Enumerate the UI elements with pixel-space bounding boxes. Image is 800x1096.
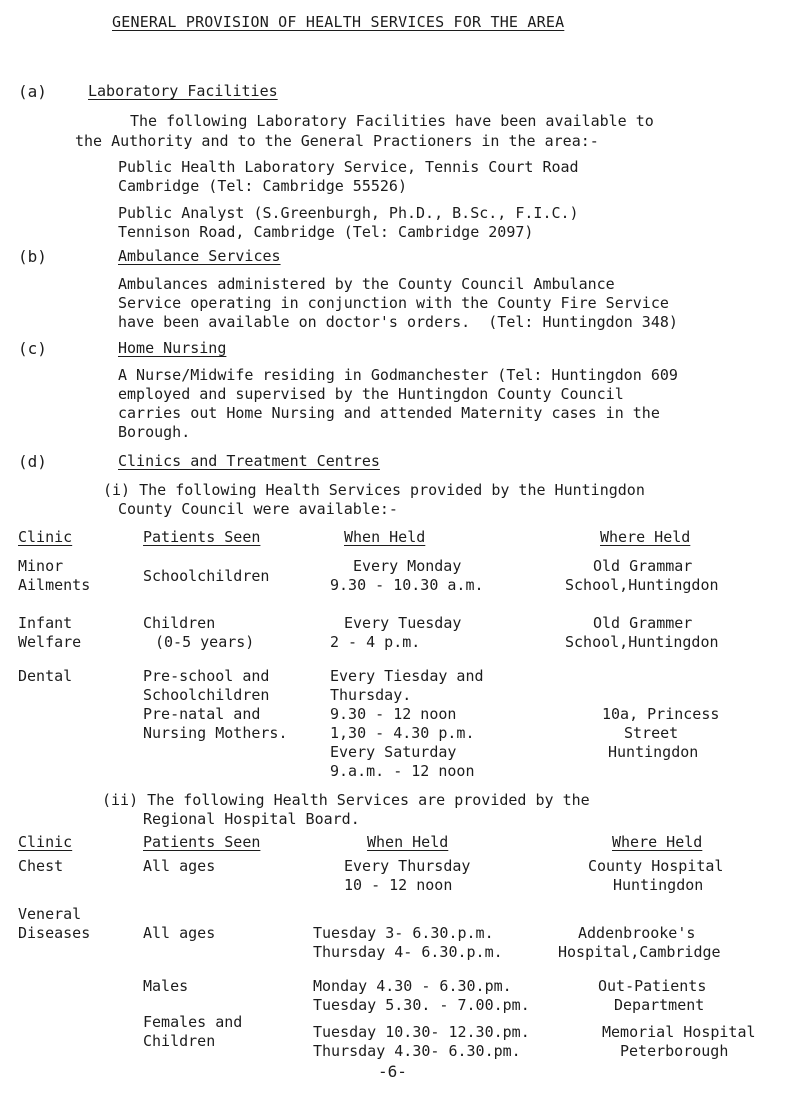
table-i-row1-when-1: Every Monday xyxy=(353,557,462,575)
table-i-header-where: Where Held xyxy=(600,528,691,546)
page-number: -6- xyxy=(378,1062,407,1081)
lab-1-line-1: Public Health Laboratory Service, Tennis Court Road xyxy=(118,158,579,176)
section-b-line-2: Service operating in conjunction with the County Fire Service xyxy=(118,294,669,312)
table-i-row3-when-1: Every Tiesday and xyxy=(330,667,484,685)
table-i-row1-patients: Schoolchildren xyxy=(143,567,270,585)
lab-1-line-2: Cambridge (Tel: Cambridge 55526) xyxy=(118,177,407,195)
lab-2-line-2: Tennison Road, Cambridge (Tel: Cambridge 2097) xyxy=(118,223,534,241)
table-i-row2-patients-1: Children xyxy=(143,614,216,632)
table-i-row2-where-1: Old Grammer xyxy=(593,614,693,632)
table-i-row3-when-4: 1,30 - 4.30 p.m. xyxy=(330,724,475,742)
table-ii-header-when: When Held xyxy=(367,833,449,851)
table-i-row3-when-5: Every Saturday xyxy=(330,743,457,761)
table-ii-row4-when-2: Thursday 4.30- 6.30.pm. xyxy=(313,1042,521,1060)
table-ii-header-where: Where Held xyxy=(612,833,703,851)
table-i-row2-patients-2: (0-5 years) xyxy=(155,633,255,651)
section-c-line-2: employed and supervised by the Huntingdon County Council xyxy=(118,385,624,403)
table-ii-row3-when-2: Tuesday 5.30. - 7.00.pm. xyxy=(313,996,530,1014)
table-i-row3-patients-4: Nursing Mothers. xyxy=(143,724,288,742)
page-title: GENERAL PROVISION OF HEALTH SERVICES FOR THE AREA xyxy=(112,13,565,31)
section-a-label: (a) xyxy=(18,82,47,101)
table-ii-row2-when-1: Tuesday 3- 6.30.p.m. xyxy=(313,924,494,942)
table-i-row2-when-1: Every Tuesday xyxy=(344,614,462,632)
table-i-row3-where-2: Street xyxy=(624,724,679,742)
table-ii-row2-clinic-1: Veneral xyxy=(18,905,82,923)
section-d-heading: Clinics and Treatment Centres xyxy=(118,452,380,470)
table-ii-row3-where-1: Out-Patients xyxy=(598,977,707,995)
table-ii-row4-patients-1: Females and xyxy=(143,1013,243,1031)
table-i-row2-where-2: School,Huntingdon xyxy=(565,633,719,651)
table-ii-row1-clinic: Chest xyxy=(18,857,64,875)
part-i-line-2: County Council were available:- xyxy=(118,500,398,518)
section-c-line-4: Borough. xyxy=(118,423,191,441)
table-ii-row2-patients: All ages xyxy=(143,924,216,942)
table-ii-row2-clinic-2: Diseases xyxy=(18,924,91,942)
table-ii-row3-when-1: Monday 4.30 - 6.30.pm. xyxy=(313,977,512,995)
table-ii-row2-where-2: Hospital,Cambridge xyxy=(558,943,721,961)
table-ii-row1-where-2: Huntingdon xyxy=(613,876,704,894)
part-ii-line-2: Regional Hospital Board. xyxy=(143,810,360,828)
table-i-row3-where-3: Huntingdon xyxy=(608,743,699,761)
table-i-row2-clinic-2: Welfare xyxy=(18,633,82,651)
section-a-heading: Laboratory Facilities xyxy=(88,82,278,100)
section-d-label: (d) xyxy=(18,452,47,471)
table-i-row1-where-1: Old Grammar xyxy=(593,557,693,575)
table-i-row2-clinic-1: Infant xyxy=(18,614,73,632)
table-i-row1-clinic-2: Ailments xyxy=(18,576,91,594)
table-i-row1-where-2: School,Huntingdon xyxy=(565,576,719,594)
table-i-row3-when-6: 9.a.m. - 12 noon xyxy=(330,762,475,780)
table-i-row3-patients-1: Pre-school and xyxy=(143,667,270,685)
part-ii-line-1: (ii) The following Health Services are provided by the xyxy=(102,791,590,809)
section-b-line-1: Ambulances administered by the County Council Ambulance xyxy=(118,275,615,293)
table-i-header-when: When Held xyxy=(344,528,426,546)
table-i-row3-patients-2: Schoolchildren xyxy=(143,686,270,704)
table-i-row2-when-2: 2 - 4 p.m. xyxy=(330,633,421,651)
table-ii-row3-where-2: Department xyxy=(614,996,705,1014)
table-i-row1-clinic-1: Minor xyxy=(18,557,64,575)
table-ii-header-patients: Patients Seen xyxy=(143,833,261,851)
section-c-heading: Home Nursing xyxy=(118,339,227,357)
table-i-row3-where-1: 10a, Princess xyxy=(602,705,720,723)
table-i-row3-patients-3: Pre-natal and xyxy=(143,705,261,723)
section-b-line-3: have been available on doctor's orders. (Tel: Huntingdon 348) xyxy=(118,313,678,331)
section-c-line-1: A Nurse/Midwife residing in Godmanchester (Tel: Huntingdon 609 xyxy=(118,366,678,384)
table-ii-row4-when-1: Tuesday 10.30- 12.30.pm. xyxy=(313,1023,530,1041)
table-i-header-patients: Patients Seen xyxy=(143,528,261,546)
section-b-heading: Ambulance Services xyxy=(118,247,281,265)
section-a-intro-1: The following Laboratory Facilities have been available to xyxy=(130,112,654,130)
table-i-row1-when-2: 9.30 - 10.30 a.m. xyxy=(330,576,484,594)
table-ii-row1-when-2: 10 - 12 noon xyxy=(344,876,453,894)
table-i-header-clinic: Clinic xyxy=(18,528,73,546)
table-ii-row1-where-1: County Hospital xyxy=(588,857,724,875)
section-b-label: (b) xyxy=(18,247,47,266)
table-ii-row4-where-1: Memorial Hospital xyxy=(602,1023,756,1041)
section-a-intro-2: the Authority and to the General Practioners in the area:- xyxy=(75,132,599,150)
table-ii-row4-where-2: Peterborough xyxy=(620,1042,729,1060)
section-c-line-3: carries out Home Nursing and attended Maternity cases in the xyxy=(118,404,660,422)
table-ii-row4-patients-2: Children xyxy=(143,1032,216,1050)
table-i-row3-clinic: Dental xyxy=(18,667,73,685)
section-c-label: (c) xyxy=(18,339,47,358)
table-i-row3-when-3: 9.30 - 12 noon xyxy=(330,705,457,723)
lab-2-line-1: Public Analyst (S.Greenburgh, Ph.D., B.Sc., F.I.C.) xyxy=(118,204,579,222)
table-ii-row1-patients: All ages xyxy=(143,857,216,875)
table-ii-row3-patients: Males xyxy=(143,977,189,995)
part-i-line-1: (i) The following Health Services provided by the Huntingdon xyxy=(103,481,645,499)
table-i-row3-when-2: Thursday. xyxy=(330,686,412,704)
table-ii-header-clinic: Clinic xyxy=(18,833,73,851)
table-ii-row2-where-1: Addenbrooke's xyxy=(578,924,696,942)
table-ii-row2-when-2: Thursday 4- 6.30.p.m. xyxy=(313,943,503,961)
table-ii-row1-when-1: Every Thursday xyxy=(344,857,471,875)
